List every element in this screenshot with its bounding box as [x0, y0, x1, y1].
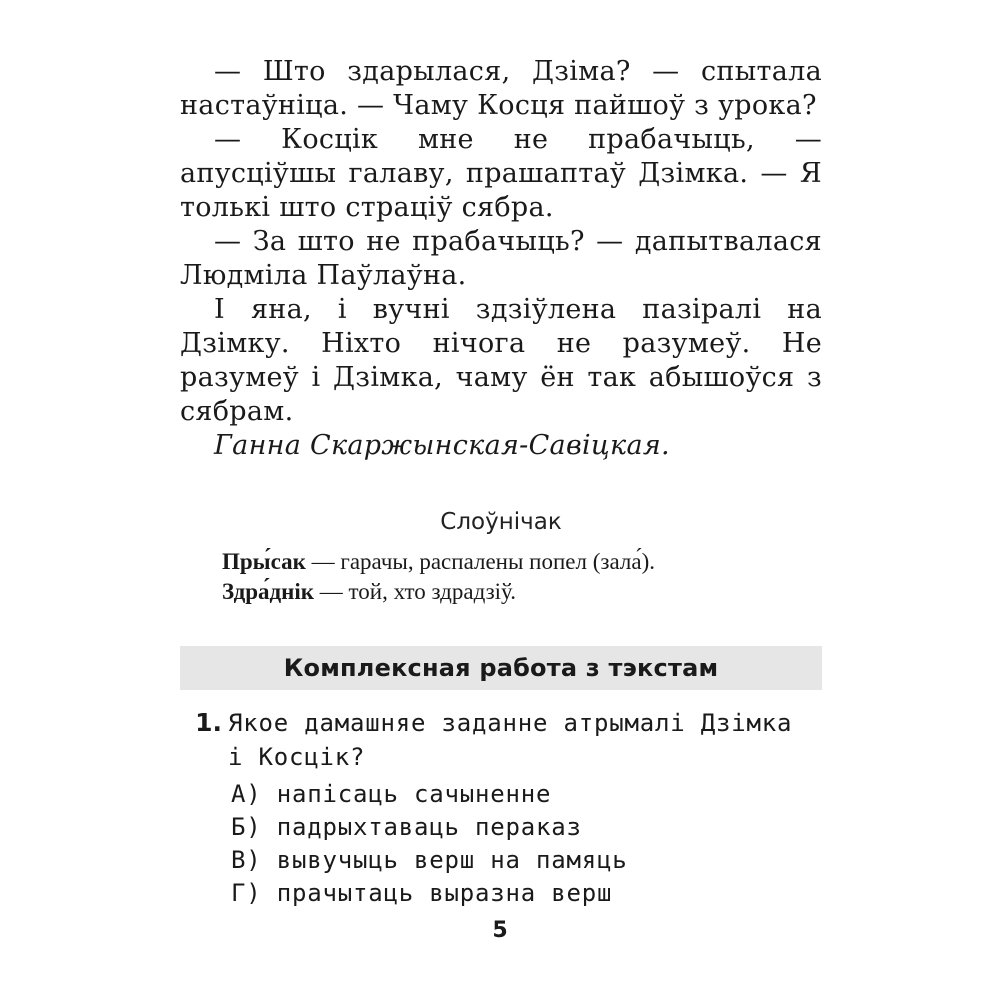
section-header — [180, 646, 822, 690]
question-text: Якое дамашняе заданне атрымалі Дзімка і Косцік? — [228, 709, 793, 771]
question-number: 1. — [195, 708, 222, 737]
glossary-entry — [222, 577, 822, 607]
glossary-entry — [222, 547, 822, 577]
question-row — [180, 706, 822, 774]
answer-option-a: А) напісаць сачыненне — [231, 780, 552, 808]
story-paragraph: — Косцік мне не прабачыць, — апусціўшы галаву, прашаптаў Дзімка. — Я толькі што страціў сябра. — [180, 124, 822, 223]
story-paragraph: І яна, і вучні здзіўлена пазіралі на Дзімку. Ніхто нічога не разумеў. Не разумеў і Дзімка, чаму ён так абышоўся з сябрам. — [180, 294, 822, 427]
glossary-term: Пры́сак — [222, 549, 306, 574]
section-title: Комплексная работа з тэкстам — [283, 654, 719, 682]
glossary-definition: — той, хто здрадзіў. — [314, 579, 516, 604]
glossary — [180, 507, 822, 607]
answer-options — [231, 778, 822, 910]
glossary-title: Слоўнічак — [440, 509, 562, 535]
answer-option-b: Б) падрыхтаваць пераказ — [231, 813, 582, 841]
page-body — [180, 55, 822, 607]
story-author: Ганна Скаржынская-Савіцкая. — [214, 430, 670, 461]
glossary-definition: — гарачы, распалены попел (зала́). — [305, 549, 655, 574]
question-1 — [180, 706, 822, 910]
story-paragraph: — За што не прабачыць? — дапытвалася Людміла Паўлаўна. — [180, 226, 822, 291]
glossary-term: Здра́днік — [222, 579, 315, 604]
answer-option-d: Г) прачытаць выразна верш — [231, 879, 613, 907]
page-number: 5 — [492, 918, 508, 943]
answer-option-c: В) вывучыць верш на памяць — [231, 846, 628, 874]
story-text — [180, 55, 822, 463]
story-paragraph: — Што здарылася, Дзіма? — спытала настаўніца. — Чаму Косця пайшоў з урока? — [180, 56, 822, 121]
